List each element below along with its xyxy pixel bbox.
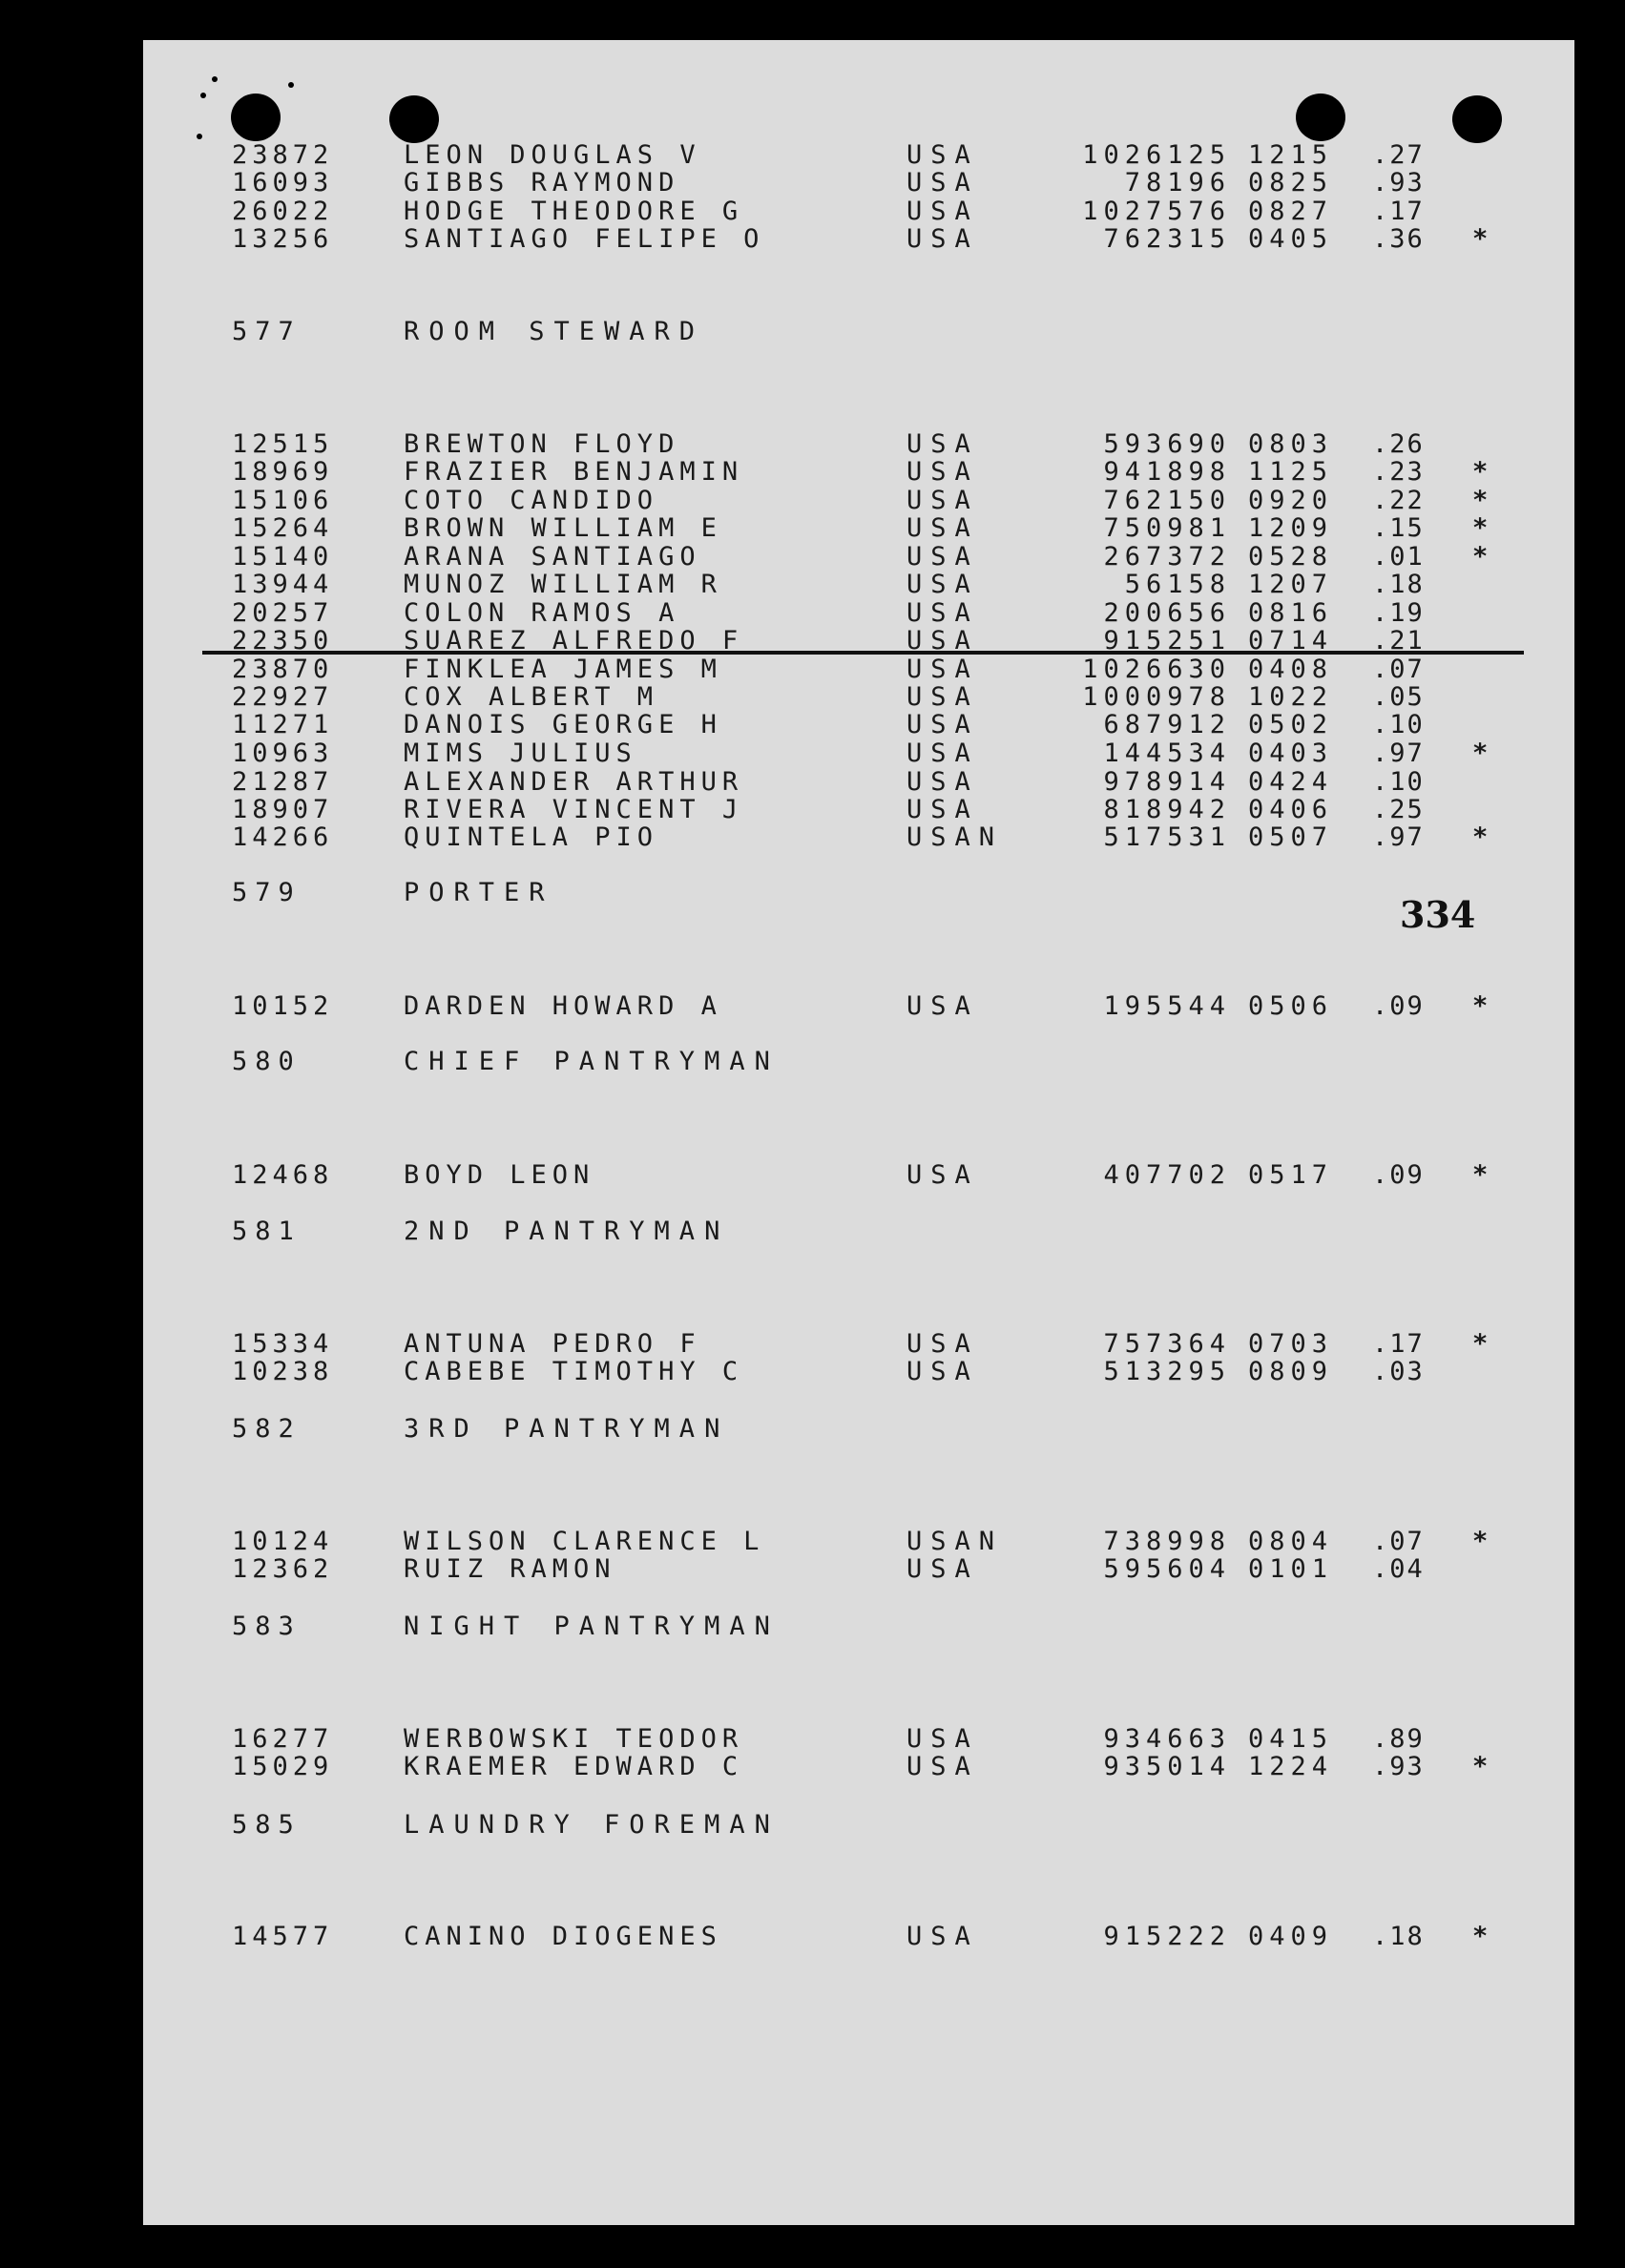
document-id: 144534 (1103, 739, 1231, 768)
crew-name: CABEBE TIMOTHY C (404, 1357, 744, 1386)
document-id: 934663 (1103, 1724, 1231, 1754)
date-code: 1022 (1248, 682, 1334, 712)
date-code: 0816 (1248, 598, 1334, 628)
record-number: 18907 (232, 795, 334, 824)
table-row (143, 458, 1574, 487)
table-row (143, 1358, 1574, 1386)
rate-value: .07 (1372, 1527, 1425, 1556)
nationality: USA (906, 626, 979, 655)
asterisk-mark: * (1472, 486, 1490, 515)
nationality: USA (906, 486, 979, 515)
asterisk-mark: * (1472, 1160, 1490, 1190)
section-header (143, 1217, 1574, 1246)
nationality: USA (906, 457, 979, 487)
record-number: 10124 (232, 1527, 334, 1556)
document-id: 593690 (1103, 429, 1231, 459)
document-id: 818942 (1103, 795, 1231, 824)
record-number: 22350 (232, 626, 334, 655)
date-code: 0803 (1248, 429, 1334, 459)
rate-value: .26 (1372, 429, 1425, 459)
asterisk-mark: * (1472, 513, 1490, 543)
date-code: 0517 (1248, 1160, 1334, 1190)
punch-hole (389, 95, 439, 143)
nationality: USA (906, 1724, 979, 1754)
crew-name: COTO CANDIDO (404, 486, 659, 515)
rate-value: .19 (1372, 598, 1425, 628)
rate-value: .23 (1372, 457, 1425, 487)
table-row (143, 627, 1574, 655)
nationality: USA (906, 1329, 979, 1359)
rate-value: .09 (1372, 991, 1425, 1021)
table-row (143, 1161, 1574, 1190)
record-number: 10963 (232, 739, 334, 768)
date-code: 0415 (1248, 1724, 1334, 1754)
nationality: USA (906, 570, 979, 599)
section-header (143, 879, 1574, 907)
table-row (143, 1923, 1574, 1951)
date-code: 1209 (1248, 513, 1334, 543)
asterisk-mark: * (1472, 1922, 1490, 1951)
rate-value: .10 (1372, 710, 1425, 739)
crew-name: MIMS JULIUS (404, 739, 637, 768)
table-row (143, 683, 1574, 712)
asterisk-mark: * (1472, 224, 1490, 254)
document-id: 56158 (1124, 570, 1231, 599)
rate-value: .93 (1372, 1752, 1425, 1781)
asterisk-mark: * (1472, 542, 1490, 572)
document-id: 1000978 (1082, 682, 1231, 712)
section-code: 577 (232, 317, 302, 346)
nationality: USA (906, 513, 979, 543)
rate-value: .17 (1372, 197, 1425, 226)
crew-name: CANINO DIOGENES (404, 1922, 722, 1951)
record-number: 18969 (232, 457, 334, 487)
nationality: USA (906, 1922, 979, 1951)
date-code: 0825 (1248, 168, 1334, 198)
table-row (143, 599, 1574, 628)
date-code: 0507 (1248, 822, 1334, 852)
section-code: 583 (232, 1612, 302, 1641)
record-number: 23872 (232, 140, 334, 170)
document-id: 750981 (1103, 513, 1231, 543)
record-number: 10152 (232, 991, 334, 1021)
record-number: 26022 (232, 197, 334, 226)
nationality: USA (906, 795, 979, 824)
nationality: USA (906, 1752, 979, 1781)
date-code: 1215 (1248, 140, 1334, 170)
document-id: 762315 (1103, 224, 1231, 254)
date-code: 1125 (1248, 457, 1334, 487)
rate-value: .27 (1372, 140, 1425, 170)
nationality: USA (906, 224, 979, 254)
rate-value: .25 (1372, 795, 1425, 824)
rate-value: .01 (1372, 542, 1425, 572)
table-row (143, 1555, 1574, 1584)
ink-speck (200, 93, 206, 98)
table-row (143, 823, 1574, 852)
document-id: 517531 (1103, 822, 1231, 852)
section-code: 580 (232, 1047, 302, 1076)
asterisk-mark: * (1472, 1527, 1490, 1556)
date-code: 0528 (1248, 542, 1334, 572)
ink-speck (197, 134, 202, 139)
date-code: 0101 (1248, 1554, 1334, 1584)
nationality: USA (906, 1357, 979, 1386)
table-row (143, 739, 1574, 768)
table-row (143, 1753, 1574, 1781)
rate-value: .97 (1372, 822, 1425, 852)
nationality: USAN (906, 822, 1004, 852)
crew-name: COX ALBERT M (404, 682, 659, 712)
record-number: 21287 (232, 767, 334, 797)
nationality: USA (906, 1554, 979, 1584)
rate-value: .10 (1372, 767, 1425, 797)
rate-value: .03 (1372, 1357, 1425, 1386)
document-id: 978914 (1103, 767, 1231, 797)
table-row (143, 992, 1574, 1021)
table-row (143, 655, 1574, 684)
record-number: 20257 (232, 598, 334, 628)
scan-mark (16, 719, 35, 734)
document-id: 915251 (1103, 626, 1231, 655)
crew-name: BROWN WILLIAM E (404, 513, 722, 543)
record-number: 15264 (232, 513, 334, 543)
date-code: 0703 (1248, 1329, 1334, 1359)
section-header (143, 1048, 1574, 1076)
rate-value: .05 (1372, 682, 1425, 712)
document-id: 267372 (1103, 542, 1231, 572)
section-code: 579 (232, 878, 302, 907)
table-row (143, 1330, 1574, 1359)
ink-speck (212, 76, 218, 82)
crew-name: SUAREZ ALFREDO F (404, 626, 744, 655)
section-code: 585 (232, 1810, 302, 1840)
nationality: USA (906, 655, 979, 684)
crew-name: GIBBS RAYMOND (404, 168, 680, 198)
table-row (143, 198, 1574, 226)
document-id: 1026630 (1082, 655, 1231, 684)
document-id: 1026125 (1082, 140, 1231, 170)
rate-value: .97 (1372, 739, 1425, 768)
record-number: 15106 (232, 486, 334, 515)
rate-value: .15 (1372, 513, 1425, 543)
record-number: 15334 (232, 1329, 334, 1359)
crew-name: COLON RAMOS A (404, 598, 680, 628)
rate-value: .89 (1372, 1724, 1425, 1754)
nationality: USAN (906, 1527, 1004, 1556)
record-number: 13256 (232, 224, 334, 254)
record-number: 23870 (232, 655, 334, 684)
record-number: 12362 (232, 1554, 334, 1584)
date-code: 0408 (1248, 655, 1334, 684)
section-code: 581 (232, 1217, 302, 1246)
crew-name: BREWTON FLOYD (404, 429, 680, 459)
crew-name: RUIZ RAMON (404, 1554, 616, 1584)
asterisk-mark: * (1472, 822, 1490, 852)
document-id: 941898 (1103, 457, 1231, 487)
date-code: 0827 (1248, 197, 1334, 226)
date-code: 0804 (1248, 1527, 1334, 1556)
crew-name: DANOIS GEORGE H (404, 710, 722, 739)
table-row (143, 768, 1574, 797)
asterisk-mark: * (1472, 991, 1490, 1021)
nationality: USA (906, 542, 979, 572)
date-code: 0403 (1248, 739, 1334, 768)
crew-name: SANTIAGO FELIPE O (404, 224, 765, 254)
table-row (143, 141, 1574, 170)
punch-hole (231, 94, 281, 141)
rate-value: .22 (1372, 486, 1425, 515)
document-id: 513295 (1103, 1357, 1231, 1386)
date-code: 0502 (1248, 710, 1334, 739)
section-header (143, 1415, 1574, 1444)
table-row (143, 796, 1574, 824)
nationality: USA (906, 168, 979, 198)
nationality: USA (906, 739, 979, 768)
section-title: ROOM STEWARD (404, 317, 705, 346)
ink-speck (288, 82, 294, 88)
date-code: 0405 (1248, 224, 1334, 254)
crew-name: ALEXANDER ARTHUR (404, 767, 744, 797)
document-page (143, 40, 1574, 2225)
date-code: 1207 (1248, 570, 1334, 599)
date-code: 0506 (1248, 991, 1334, 1021)
date-code: 0409 (1248, 1922, 1334, 1951)
date-code: 0714 (1248, 626, 1334, 655)
section-header (143, 318, 1574, 346)
crew-name: RIVERA VINCENT J (404, 795, 744, 824)
date-code: 0809 (1248, 1357, 1334, 1386)
table-row (143, 430, 1574, 459)
section-title: 2ND PANTRYMAN (404, 1217, 730, 1246)
crew-name: ANTUNA PEDRO F (404, 1329, 701, 1359)
date-code: 1224 (1248, 1752, 1334, 1781)
record-number: 22927 (232, 682, 334, 712)
crew-name: FINKLEA JAMES M (404, 655, 722, 684)
table-row (143, 711, 1574, 739)
section-title: PORTER (404, 878, 554, 907)
rate-value: .18 (1372, 570, 1425, 599)
rate-value: .17 (1372, 1329, 1425, 1359)
document-id: 757364 (1103, 1329, 1231, 1359)
table-row (143, 514, 1574, 543)
document-id: 200656 (1103, 598, 1231, 628)
crew-name: LEON DOUGLAS V (404, 140, 701, 170)
record-number: 15140 (232, 542, 334, 572)
section-title: 3RD PANTRYMAN (404, 1414, 730, 1444)
document-id: 595604 (1103, 1554, 1231, 1584)
nationality: USA (906, 767, 979, 797)
crew-name: ARANA SANTIAGO (404, 542, 701, 572)
table-row (143, 487, 1574, 515)
punch-hole (1452, 95, 1502, 143)
document-id: 1027576 (1082, 197, 1231, 226)
date-code: 0920 (1248, 486, 1334, 515)
document-id: 195544 (1103, 991, 1231, 1021)
nationality: USA (906, 429, 979, 459)
crew-name: DARDEN HOWARD A (404, 991, 722, 1021)
record-number: 12468 (232, 1160, 334, 1190)
nationality: USA (906, 197, 979, 226)
crew-name: WILSON CLARENCE L (404, 1527, 765, 1556)
crew-name: WERBOWSKI TEODOR (404, 1724, 744, 1754)
crew-name: QUINTELA PIO (404, 822, 659, 852)
document-id: 738998 (1103, 1527, 1231, 1556)
crew-name: KRAEMER EDWARD C (404, 1752, 744, 1781)
crew-name: BOYD LEON (404, 1160, 595, 1190)
asterisk-mark: * (1472, 1329, 1490, 1359)
nationality: USA (906, 991, 979, 1021)
record-number: 14266 (232, 822, 334, 852)
date-code: 0424 (1248, 767, 1334, 797)
document-id: 762150 (1103, 486, 1231, 515)
nationality: USA (906, 710, 979, 739)
record-number: 12515 (232, 429, 334, 459)
crew-name: MUNOZ WILLIAM R (404, 570, 722, 599)
nationality: USA (906, 1160, 979, 1190)
section-header (143, 1811, 1574, 1840)
table-row (143, 571, 1574, 599)
section-header (143, 1613, 1574, 1641)
nationality: USA (906, 598, 979, 628)
record-number: 13944 (232, 570, 334, 599)
rate-value: .93 (1372, 168, 1425, 198)
rate-value: .07 (1372, 655, 1425, 684)
date-code: 0406 (1248, 795, 1334, 824)
table-row (143, 1528, 1574, 1556)
rate-value: .09 (1372, 1160, 1425, 1190)
asterisk-mark: * (1472, 457, 1490, 487)
crew-name: FRAZIER BENJAMIN (404, 457, 744, 487)
nationality: USA (906, 682, 979, 712)
rate-value: .18 (1372, 1922, 1425, 1951)
table-row (143, 225, 1574, 254)
record-number: 14577 (232, 1922, 334, 1951)
rate-value: .36 (1372, 224, 1425, 254)
document-id: 687912 (1103, 710, 1231, 739)
record-number: 16277 (232, 1724, 334, 1754)
page-number: 334 (1400, 893, 1476, 936)
section-title: CHIEF PANTRYMAN (404, 1047, 780, 1076)
record-number: 15029 (232, 1752, 334, 1781)
table-row (143, 543, 1574, 572)
section-code: 582 (232, 1414, 302, 1444)
crew-name: HODGE THEODORE G (404, 197, 744, 226)
document-id: 915222 (1103, 1922, 1231, 1951)
document-id: 935014 (1103, 1752, 1231, 1781)
nationality: USA (906, 140, 979, 170)
punch-hole (1296, 94, 1345, 141)
section-title: NIGHT PANTRYMAN (404, 1612, 780, 1641)
record-number: 11271 (232, 710, 334, 739)
record-number: 16093 (232, 168, 334, 198)
record-number: 10238 (232, 1357, 334, 1386)
asterisk-mark: * (1472, 1752, 1490, 1781)
table-row (143, 1725, 1574, 1754)
rate-value: .21 (1372, 626, 1425, 655)
rate-value: .04 (1372, 1554, 1425, 1584)
table-row (143, 169, 1574, 198)
document-id: 78196 (1124, 168, 1231, 198)
section-title: LAUNDRY FOREMAN (404, 1810, 780, 1840)
asterisk-mark: * (1472, 739, 1490, 768)
document-id: 407702 (1103, 1160, 1231, 1190)
